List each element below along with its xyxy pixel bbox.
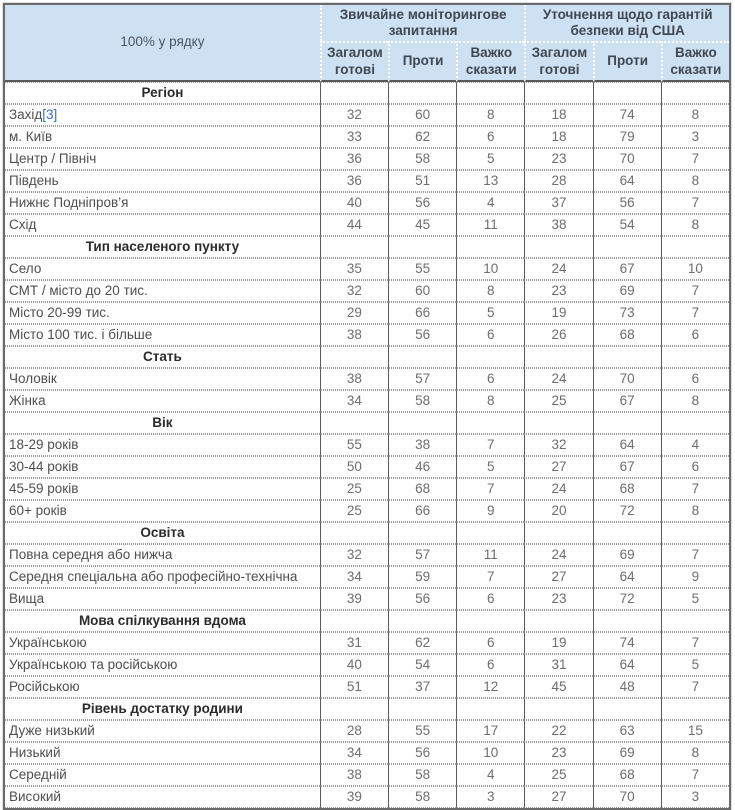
- value-cell: 6: [456, 126, 524, 148]
- value-cell: 64: [593, 434, 661, 456]
- empty-cell: [593, 610, 661, 632]
- value-cell: 56: [593, 192, 661, 214]
- row-label: 60+ років: [5, 500, 320, 522]
- value-cell: 7: [661, 764, 729, 786]
- value-cell: 32: [320, 544, 388, 566]
- row-label: Місто 20-99 тис.: [5, 302, 320, 324]
- empty-cell: [388, 610, 456, 632]
- value-cell: 48: [593, 676, 661, 698]
- value-cell: 7: [661, 544, 729, 566]
- value-cell: 7: [661, 676, 729, 698]
- value-cell: 38: [524, 214, 592, 236]
- value-cell: 4: [661, 434, 729, 456]
- value-cell: 25: [524, 390, 592, 412]
- section-title: Освіта: [5, 522, 320, 544]
- value-cell: 69: [593, 280, 661, 302]
- section-header-row: [5, 698, 729, 720]
- table-row: [5, 192, 729, 214]
- row-label: Російською: [5, 676, 320, 698]
- empty-cell: [388, 346, 456, 368]
- empty-cell: [593, 698, 661, 720]
- table-row: [5, 214, 729, 236]
- value-cell: 8: [661, 742, 729, 764]
- empty-cell: [661, 610, 729, 632]
- value-cell: 8: [661, 214, 729, 236]
- value-cell: 7: [456, 566, 524, 588]
- value-cell: 67: [593, 258, 661, 280]
- value-cell: 10: [661, 258, 729, 280]
- empty-cell: [456, 236, 524, 258]
- value-cell: 25: [320, 500, 388, 522]
- value-cell: 23: [524, 742, 592, 764]
- value-cell: 8: [661, 170, 729, 192]
- value-cell: 5: [456, 148, 524, 170]
- value-cell: 25: [524, 764, 592, 786]
- section-title: Регіон: [5, 82, 320, 104]
- value-cell: 39: [320, 786, 388, 808]
- empty-cell: [456, 522, 524, 544]
- value-cell: 67: [593, 390, 661, 412]
- row-label: 45-59 років: [5, 478, 320, 500]
- row-label: Схід: [5, 214, 320, 236]
- value-cell: 50: [320, 456, 388, 478]
- empty-cell: [593, 236, 661, 258]
- value-cell: 79: [593, 126, 661, 148]
- table-row: [5, 258, 729, 280]
- row-label: Середня спеціальна або професійно-технічна: [5, 566, 320, 588]
- value-cell: 31: [524, 654, 592, 676]
- empty-cell: [320, 698, 388, 720]
- value-cell: 72: [593, 500, 661, 522]
- empty-cell: [593, 82, 661, 104]
- empty-cell: [388, 82, 456, 104]
- value-cell: 9: [456, 500, 524, 522]
- value-cell: 38: [388, 434, 456, 456]
- value-cell: 7: [661, 192, 729, 214]
- table-row: [5, 742, 729, 764]
- footnote-link[interactable]: [3]: [42, 107, 58, 123]
- value-cell: 7: [661, 148, 729, 170]
- value-cell: 34: [320, 390, 388, 412]
- value-cell: 70: [593, 368, 661, 390]
- column-header-hard-1: Важко сказати: [456, 41, 524, 81]
- value-cell: 8: [661, 500, 729, 522]
- column-header-hard-2: Важко сказати: [661, 41, 729, 81]
- value-cell: 58: [388, 764, 456, 786]
- value-cell: 15: [661, 720, 729, 742]
- empty-cell: [524, 346, 592, 368]
- value-cell: 62: [388, 632, 456, 654]
- table-row: [5, 126, 729, 148]
- value-cell: 8: [456, 390, 524, 412]
- section-title: Мова спілкування вдома: [5, 610, 320, 632]
- column-header-ready-1: Загалом готові: [320, 41, 388, 81]
- value-cell: 51: [320, 676, 388, 698]
- value-cell: 6: [456, 324, 524, 346]
- table-row: [5, 764, 729, 786]
- value-cell: 9: [661, 566, 729, 588]
- group-header-us-guarantees: Уточнення щодо гарантій безпеки від США: [524, 5, 729, 41]
- table-row: [5, 302, 729, 324]
- value-cell: 54: [388, 654, 456, 676]
- value-cell: 59: [388, 566, 456, 588]
- row-label: Повна середня або нижча: [5, 544, 320, 566]
- value-cell: 38: [320, 324, 388, 346]
- value-cell: 27: [524, 456, 592, 478]
- column-header-against-2: Проти: [593, 41, 661, 81]
- value-cell: 34: [320, 742, 388, 764]
- value-cell: 27: [524, 566, 592, 588]
- value-cell: 56: [388, 742, 456, 764]
- empty-cell: [661, 698, 729, 720]
- section-header-row: [5, 610, 729, 632]
- value-cell: 58: [388, 786, 456, 808]
- empty-cell: [456, 412, 524, 434]
- value-cell: 8: [456, 104, 524, 126]
- value-cell: 74: [593, 104, 661, 126]
- table-row: [5, 544, 729, 566]
- value-cell: 37: [524, 192, 592, 214]
- value-cell: 3: [661, 786, 729, 808]
- value-cell: 10: [456, 742, 524, 764]
- value-cell: 26: [524, 324, 592, 346]
- row-label: Українською та російською: [5, 654, 320, 676]
- row-label: Село: [5, 258, 320, 280]
- value-cell: 5: [661, 654, 729, 676]
- value-cell: 60: [388, 280, 456, 302]
- empty-cell: [456, 698, 524, 720]
- table-row: [5, 676, 729, 698]
- value-cell: 38: [320, 764, 388, 786]
- value-cell: 40: [320, 192, 388, 214]
- value-cell: 54: [593, 214, 661, 236]
- value-cell: 66: [388, 500, 456, 522]
- value-cell: 56: [388, 324, 456, 346]
- section-header-row: [5, 82, 729, 104]
- empty-cell: [320, 412, 388, 434]
- value-cell: 70: [593, 786, 661, 808]
- table-row: [5, 500, 729, 522]
- row-label: Дуже низький: [5, 720, 320, 742]
- value-cell: 4: [456, 764, 524, 786]
- row-label: СМТ / місто до 20 тис.: [5, 280, 320, 302]
- value-cell: 27: [524, 786, 592, 808]
- value-cell: 4: [456, 192, 524, 214]
- empty-cell: [320, 522, 388, 544]
- value-cell: 6: [456, 588, 524, 610]
- empty-cell: [661, 346, 729, 368]
- row-label: Високий: [5, 786, 320, 808]
- table-row: [5, 786, 729, 808]
- value-cell: 38: [320, 368, 388, 390]
- row-label: Чоловік: [5, 368, 320, 390]
- value-cell: 11: [456, 214, 524, 236]
- table-row: [5, 390, 729, 412]
- section-header-row: [5, 346, 729, 368]
- value-cell: 12: [456, 676, 524, 698]
- value-cell: 69: [593, 544, 661, 566]
- row-label: Центр / Північ: [5, 148, 320, 170]
- row-label: Низький: [5, 742, 320, 764]
- value-cell: 5: [661, 588, 729, 610]
- value-cell: 7: [661, 632, 729, 654]
- value-cell: 55: [320, 434, 388, 456]
- value-cell: 11: [456, 544, 524, 566]
- value-cell: 23: [524, 148, 592, 170]
- group-header-monitoring: Звичайне моніторингове запитання: [320, 5, 525, 41]
- value-cell: 32: [524, 434, 592, 456]
- value-cell: 28: [320, 720, 388, 742]
- value-cell: 62: [388, 126, 456, 148]
- value-cell: 72: [593, 588, 661, 610]
- table-row: [5, 720, 729, 742]
- value-cell: 64: [593, 654, 661, 676]
- row-label: Місто 100 тис. і більше: [5, 324, 320, 346]
- value-cell: 24: [524, 544, 592, 566]
- value-cell: 3: [661, 126, 729, 148]
- row-label: Жінка: [5, 390, 320, 412]
- empty-cell: [456, 610, 524, 632]
- value-cell: 58: [388, 148, 456, 170]
- empty-cell: [320, 610, 388, 632]
- value-cell: 19: [524, 302, 592, 324]
- empty-cell: [593, 522, 661, 544]
- value-cell: 3: [456, 786, 524, 808]
- crosstab-table: [3, 3, 731, 810]
- value-cell: 7: [661, 280, 729, 302]
- empty-cell: [524, 82, 592, 104]
- value-cell: 22: [524, 720, 592, 742]
- value-cell: 56: [388, 588, 456, 610]
- value-cell: 32: [320, 280, 388, 302]
- empty-cell: [593, 346, 661, 368]
- value-cell: 8: [661, 390, 729, 412]
- empty-cell: [593, 412, 661, 434]
- value-cell: 39: [320, 588, 388, 610]
- value-cell: 28: [524, 170, 592, 192]
- page: [0, 3, 735, 805]
- table-row: [5, 104, 729, 126]
- value-cell: 60: [388, 104, 456, 126]
- value-cell: 66: [388, 302, 456, 324]
- empty-cell: [524, 698, 592, 720]
- value-cell: 33: [320, 126, 388, 148]
- value-cell: 24: [524, 258, 592, 280]
- empty-cell: [320, 236, 388, 258]
- section-title: Рівень достатку родини: [5, 698, 320, 720]
- table-row: [5, 434, 729, 456]
- table-row: [5, 324, 729, 346]
- value-cell: 40: [320, 654, 388, 676]
- empty-cell: [388, 236, 456, 258]
- value-cell: 34: [320, 566, 388, 588]
- value-cell: 6: [456, 632, 524, 654]
- value-cell: 63: [593, 720, 661, 742]
- value-cell: 20: [524, 500, 592, 522]
- table-row: [5, 478, 729, 500]
- value-cell: 7: [456, 478, 524, 500]
- value-cell: 57: [388, 368, 456, 390]
- value-cell: 6: [661, 368, 729, 390]
- column-header-against-1: Проти: [388, 41, 456, 81]
- section-title: Вік: [5, 412, 320, 434]
- value-cell: 7: [456, 434, 524, 456]
- table-row: [5, 566, 729, 588]
- value-cell: 36: [320, 148, 388, 170]
- section-header-row: [5, 522, 729, 544]
- table-row: [5, 280, 729, 302]
- value-cell: 70: [593, 148, 661, 170]
- value-cell: 64: [593, 170, 661, 192]
- value-cell: 6: [661, 324, 729, 346]
- table-row: [5, 632, 729, 654]
- value-cell: 46: [388, 456, 456, 478]
- value-cell: 8: [456, 280, 524, 302]
- value-cell: 74: [593, 632, 661, 654]
- row-label: м. Київ: [5, 126, 320, 148]
- table-header: [5, 5, 729, 82]
- value-cell: 73: [593, 302, 661, 324]
- empty-cell: [456, 346, 524, 368]
- value-cell: 10: [456, 258, 524, 280]
- value-cell: 35: [320, 258, 388, 280]
- group-header-row: [5, 5, 729, 41]
- value-cell: 6: [661, 456, 729, 478]
- table-row: [5, 170, 729, 192]
- empty-cell: [524, 522, 592, 544]
- row-label: Нижнє Подніпров’я: [5, 192, 320, 214]
- value-cell: 64: [593, 566, 661, 588]
- value-cell: 18: [524, 104, 592, 126]
- table-row: [5, 456, 729, 478]
- value-cell: 45: [388, 214, 456, 236]
- value-cell: 51: [388, 170, 456, 192]
- value-cell: 7: [661, 478, 729, 500]
- section-title: Стать: [5, 346, 320, 368]
- empty-cell: [388, 698, 456, 720]
- empty-cell: [661, 236, 729, 258]
- value-cell: 6: [456, 368, 524, 390]
- empty-cell: [456, 82, 524, 104]
- empty-cell: [661, 412, 729, 434]
- empty-cell: [524, 610, 592, 632]
- value-cell: 37: [388, 676, 456, 698]
- empty-cell: [524, 236, 592, 258]
- value-cell: 68: [593, 764, 661, 786]
- empty-cell: [661, 82, 729, 104]
- value-cell: 36: [320, 170, 388, 192]
- table-row: [5, 588, 729, 610]
- row-label: 30-44 років: [5, 456, 320, 478]
- row-label: Вища: [5, 588, 320, 610]
- value-cell: 45: [524, 676, 592, 698]
- value-cell: 68: [593, 478, 661, 500]
- empty-cell: [320, 82, 388, 104]
- value-cell: 25: [320, 478, 388, 500]
- table-row: [5, 368, 729, 390]
- section-title: Тип населеного пункту: [5, 236, 320, 258]
- column-header-ready-2: Загалом готові: [524, 41, 592, 81]
- value-cell: 5: [456, 456, 524, 478]
- value-cell: 57: [388, 544, 456, 566]
- table-row: [5, 654, 729, 676]
- value-cell: 67: [593, 456, 661, 478]
- table-row: [5, 148, 729, 170]
- row-label: 18-29 років: [5, 434, 320, 456]
- value-cell: 68: [388, 478, 456, 500]
- value-cell: 55: [388, 258, 456, 280]
- value-cell: 24: [524, 478, 592, 500]
- empty-cell: [661, 522, 729, 544]
- value-cell: 58: [388, 390, 456, 412]
- value-cell: 32: [320, 104, 388, 126]
- row-label: Південь: [5, 170, 320, 192]
- value-cell: 8: [661, 104, 729, 126]
- row-label: Середній: [5, 764, 320, 786]
- corner-cell: 100% у рядку: [5, 5, 320, 82]
- value-cell: 19: [524, 632, 592, 654]
- value-cell: 56: [388, 192, 456, 214]
- value-cell: 24: [524, 368, 592, 390]
- value-cell: 6: [456, 654, 524, 676]
- empty-cell: [388, 522, 456, 544]
- empty-cell: [320, 346, 388, 368]
- value-cell: 23: [524, 280, 592, 302]
- value-cell: 18: [524, 126, 592, 148]
- value-cell: 29: [320, 302, 388, 324]
- value-cell: 7: [661, 302, 729, 324]
- value-cell: 55: [388, 720, 456, 742]
- value-cell: 23: [524, 588, 592, 610]
- section-header-row: [5, 236, 729, 258]
- value-cell: 68: [593, 324, 661, 346]
- value-cell: 31: [320, 632, 388, 654]
- row-label: Українською: [5, 632, 320, 654]
- row-label: Захід[3]: [5, 104, 320, 126]
- empty-cell: [388, 412, 456, 434]
- empty-cell: [524, 412, 592, 434]
- value-cell: 13: [456, 170, 524, 192]
- value-cell: 44: [320, 214, 388, 236]
- value-cell: 17: [456, 720, 524, 742]
- value-cell: 5: [456, 302, 524, 324]
- section-header-row: [5, 412, 729, 434]
- value-cell: 69: [593, 742, 661, 764]
- table-body: [5, 82, 729, 808]
